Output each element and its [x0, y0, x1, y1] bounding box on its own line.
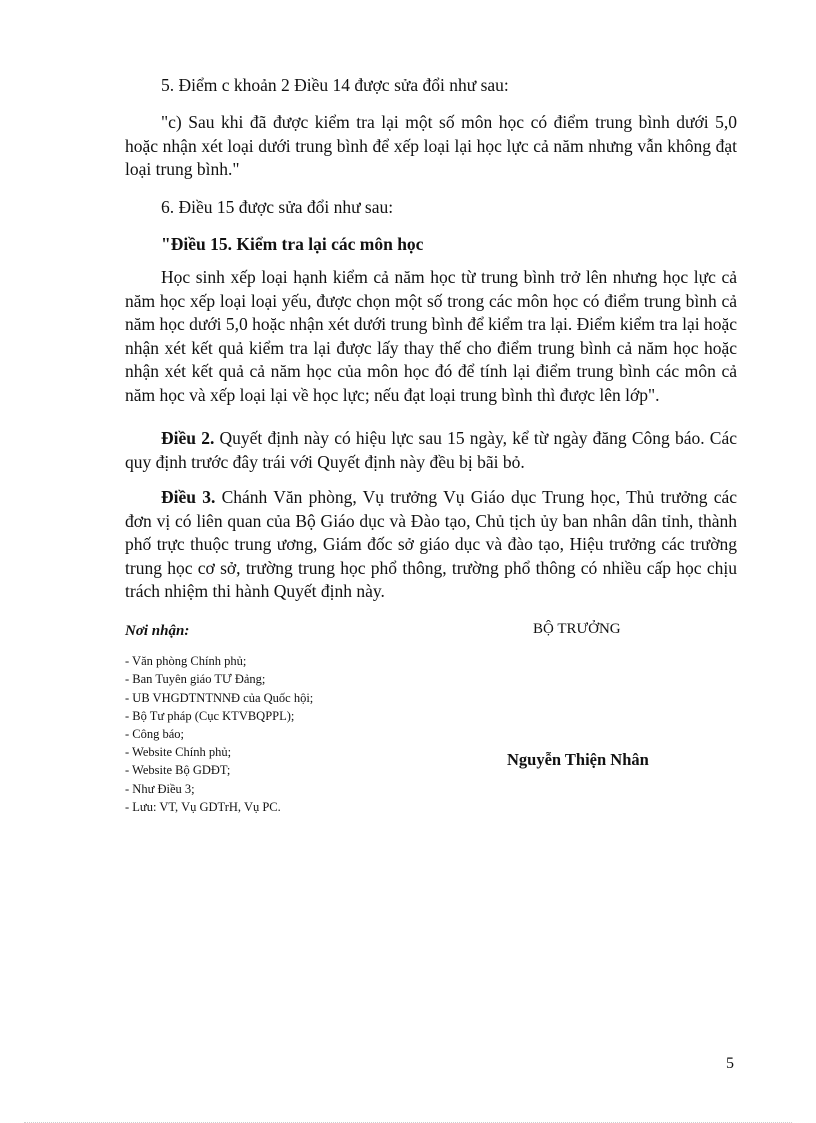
- amendment-5-text: [125, 111, 737, 182]
- paragraph-article-2: [125, 427, 737, 474]
- paragraph-amendment-6: 6. Điều 15 được sửa đổi như sau:: [161, 197, 394, 217]
- recipient-item: - Bộ Tư pháp (Cục KTVBQPPL);: [125, 708, 295, 723]
- article-2-label: Điều 2.: [161, 428, 215, 448]
- recipient-item: - Ban Tuyên giáo TƯ Đảng;: [125, 672, 266, 687]
- recipients-list: [125, 652, 425, 816]
- article-2-block: [125, 427, 737, 474]
- recipient-item: - Văn phòng Chính phủ;: [125, 654, 247, 669]
- recipients-title: Nơi nhận:: [125, 623, 190, 639]
- recipient-item: - UB VHGDTNTNNĐ của Quốc hội;: [125, 690, 314, 705]
- amendment-5-intro: [125, 74, 737, 98]
- recipient-item: - Như Điều 3;: [125, 781, 195, 796]
- article-15-heading-block: [125, 233, 737, 257]
- signature-name: Nguyễn Thiện Nhân: [507, 750, 649, 769]
- paragraph-article-15: Học sinh xếp loại hạnh kiểm cả năm học từ trung bình trở lên nhưng học lực cả năm học xếp loại loại yếu, được chọn một số trong các môn học có điểm trung bình cả năm học dưới 5,0 hoặc nhận xét dưới trung bình để kiểm tra lại. Điểm kiểm tra lại hoặc nhận xét kết quả kiểm tra lại được lấy thay thế cho điểm trung bình cả năm học hoặc nhận xét kết quả cả năm học của môn học đó để tính lại điểm trung bình các môn cả năm học và xếp loại lại về học lực; nếu đạt loại trung bình thì được lên lớp".: [125, 267, 737, 405]
- recipient-item: - Website Chính phủ;: [125, 745, 232, 760]
- signature-title: BỘ TRƯỞNG: [533, 621, 621, 637]
- paragraph-amendment-5: 5. Điểm c khoản 2 Điều 14 được sửa đổi như sau:: [161, 75, 509, 95]
- article-2-text: Quyết định này có hiệu lực sau 15 ngày, kể từ ngày đăng Công báo. Các quy định trước đây trái với Quyết định này đều bị bãi bỏ.: [125, 428, 738, 472]
- recipients-block: [125, 622, 425, 816]
- article-3-label: Điều 3.: [161, 487, 216, 507]
- amendment-6-intro: [125, 196, 737, 220]
- paragraph-quoted-clause-c: "c) Sau khi đã được kiểm tra lại một số môn học có điểm trung bình dưới 5,0 hoặc nhận xét loại dưới trung bình để xếp loại lại học lực cả năm nhưng vẫn không đạt loại trung bình.": [125, 112, 737, 179]
- recipient-item: - Website Bộ GDĐT;: [125, 763, 231, 778]
- recipient-item: - Lưu: VT, Vụ GDTrH, Vụ PC.: [125, 799, 281, 814]
- article-3-block: [125, 486, 737, 604]
- article-3-text: Chánh Văn phòng, Vụ trưởng Vụ Giáo dục Trung học, Thủ trưởng các đơn vị có liên quan của Bộ Giáo dục và Đào tạo, Chủ tịch ủy ban nhân dân tỉnh, thành phố trực thuộc trung ương, Giám đốc sở giáo dục và đào tạo, Hiệu trưởng các trường trung học cơ sở, trường trung học phổ thông, trường phổ thông có nhiều cấp học chịu trách nhiệm thi hành Quyết định này.: [125, 487, 737, 601]
- article-15-heading: "Điều 15. Kiểm tra lại các môn học: [161, 234, 424, 254]
- recipient-item: - Công báo;: [125, 727, 185, 742]
- paragraph-article-3: [125, 486, 737, 604]
- article-15-body: [125, 266, 737, 407]
- page-number: 5: [726, 1055, 734, 1072]
